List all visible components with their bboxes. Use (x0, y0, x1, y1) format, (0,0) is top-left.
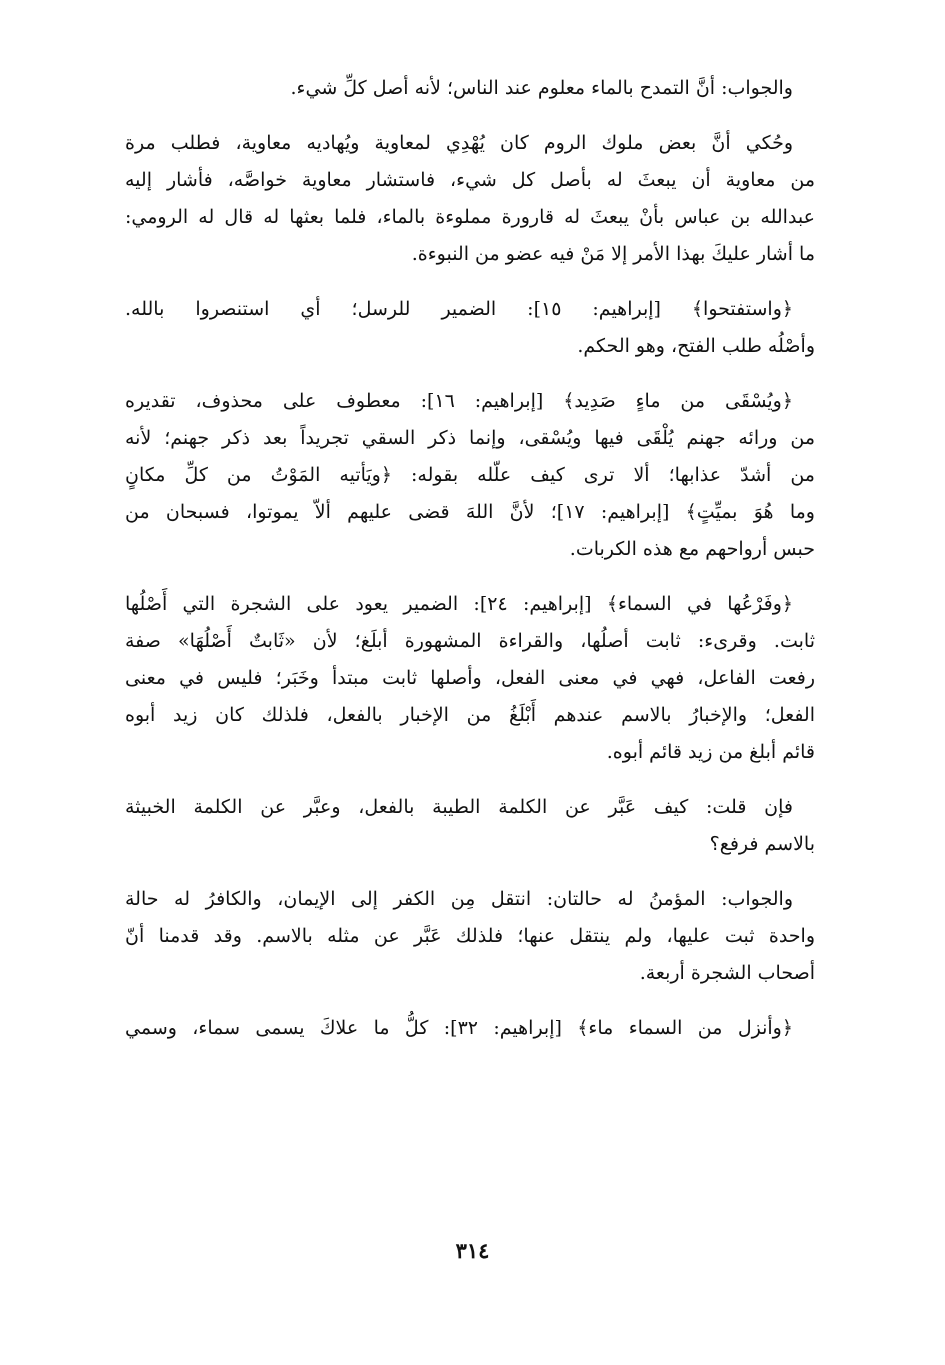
text-line: وحُكي أنَّ بعض ملوك الروم كان يُهْدِي لمعاوية ويُهاديه معاوية، فطلب مرة (125, 132, 793, 154)
page-body (125, 70, 815, 1065)
paragraph-farauha (125, 586, 815, 771)
text-line: رفعت الفاعل، فهي في معنى الفعل، وأصلها ثابت مبتدأ وخَبَر؛ فليس في معنى (125, 667, 815, 689)
text-line: ما أشار عليكَ بهذا الأمر إلا مَنْ فيه عضو من النبوءة. (411, 243, 815, 265)
text-line: والجواب: أنَّ التمدح بالماء معلوم عند الناس؛ لأنه أصل كلِّ شيء. (290, 77, 793, 99)
text-line: أصحاب الشجرة أربعة. (639, 962, 815, 984)
text-line: فإن قلت: كيف عَبَّر عن الكلمة الطيبة بالفعل، وعبَّر عن الكلمة الخبيثة (125, 796, 793, 818)
paragraph-roman-king-story (125, 125, 815, 273)
text-line: واحدة ثبت عليها، ولم ينتقل عنها؛ فلذلك عَبَّر عن مثله بالاسم. وقد قدمنا أنّ (125, 925, 815, 947)
text-line: من معاوية أن يبعثَ له بأصل كل شيء، فاستشار معاوية خواصَّه، فأشار إليه (125, 169, 815, 191)
text-line: من أشدّ عذابها؛ ألا ترى كيف علّله بقوله: ﴿ويَأتيه المَوْتُ من كلِّ مكانٍ (125, 464, 815, 486)
text-line: وأصْلُه طلب الفتح، وهو الحكم. (577, 335, 815, 357)
text-line: والجواب: المؤمنُ له حالتان: انتقل مِن الكفر إلى الإيمان، والكافرُ له حالة (125, 888, 793, 910)
text-line: من ورائه جهنم يُلْقَى فيها ويُسْقى، وإنما ذكر السقي تجريداً بعد ذكر جهنم؛ لأنه (125, 427, 815, 449)
text-line: قائم أبلغ من زيد قائم أبوه. (606, 741, 815, 763)
paragraph-istaftahu (125, 291, 815, 365)
text-line: ﴿ويُسْقَى من ماءٍ صَدِيد﴾ [إبراهيم: ١٦]: معطوف على محذوف، تقديره (125, 390, 793, 412)
paragraph-yusqa (125, 383, 815, 568)
paragraph-answer-water (125, 70, 815, 107)
text-line: وما هُوَ بميِّتٍ﴾ [إبراهيم: ١٧]؛ لأنَّ اللهَ قضى عليهم ألاّ يموتوا، فسبحان من (125, 501, 815, 523)
text-line: ثابت. وقرىء: ثابت أصلُها، والقراءة المشهورة أبلَغ؛ لأن «ثَابتٌ أَصْلُهَا» صفة (125, 630, 815, 652)
text-line: عبدالله بن عباس بأنْ يبعثَ له قارورة مملوءة بالماء، فلما بعثها له قال له الرومي: (125, 206, 815, 228)
paragraph-anzala (125, 1010, 815, 1047)
text-line: بالاسم فرفع؟ (709, 833, 815, 855)
text-line: ﴿واستفتحوا﴾ [إبراهيم: ١٥]: الضمير للرسل؛ أي استنصروا بالله. (125, 298, 794, 320)
text-line: حبس أرواحهم مع هذه الكربات. (569, 538, 815, 560)
page-number: ٣١٤ (455, 1238, 490, 1263)
text-line: الفعل؛ والإخبارُ بالاسم عندهم أَبْلَغُ من الإخبار بالفعل، فلذلك كان زيد أبوه (125, 704, 815, 726)
text-line: ﴿وفَرْعُها في السماء﴾ [إبراهيم: ٢٤]: الضمير يعود على الشجرة التي أَصْلُها (125, 593, 793, 615)
text-line: ﴿وأنزل من السماء ماء﴾ [إبراهيم: ٣٢]: كلُّ ما علاكَ يسمى سماء، وسمي (125, 1017, 793, 1039)
paragraph-answer-believer (125, 881, 815, 992)
paragraph-question (125, 789, 815, 863)
